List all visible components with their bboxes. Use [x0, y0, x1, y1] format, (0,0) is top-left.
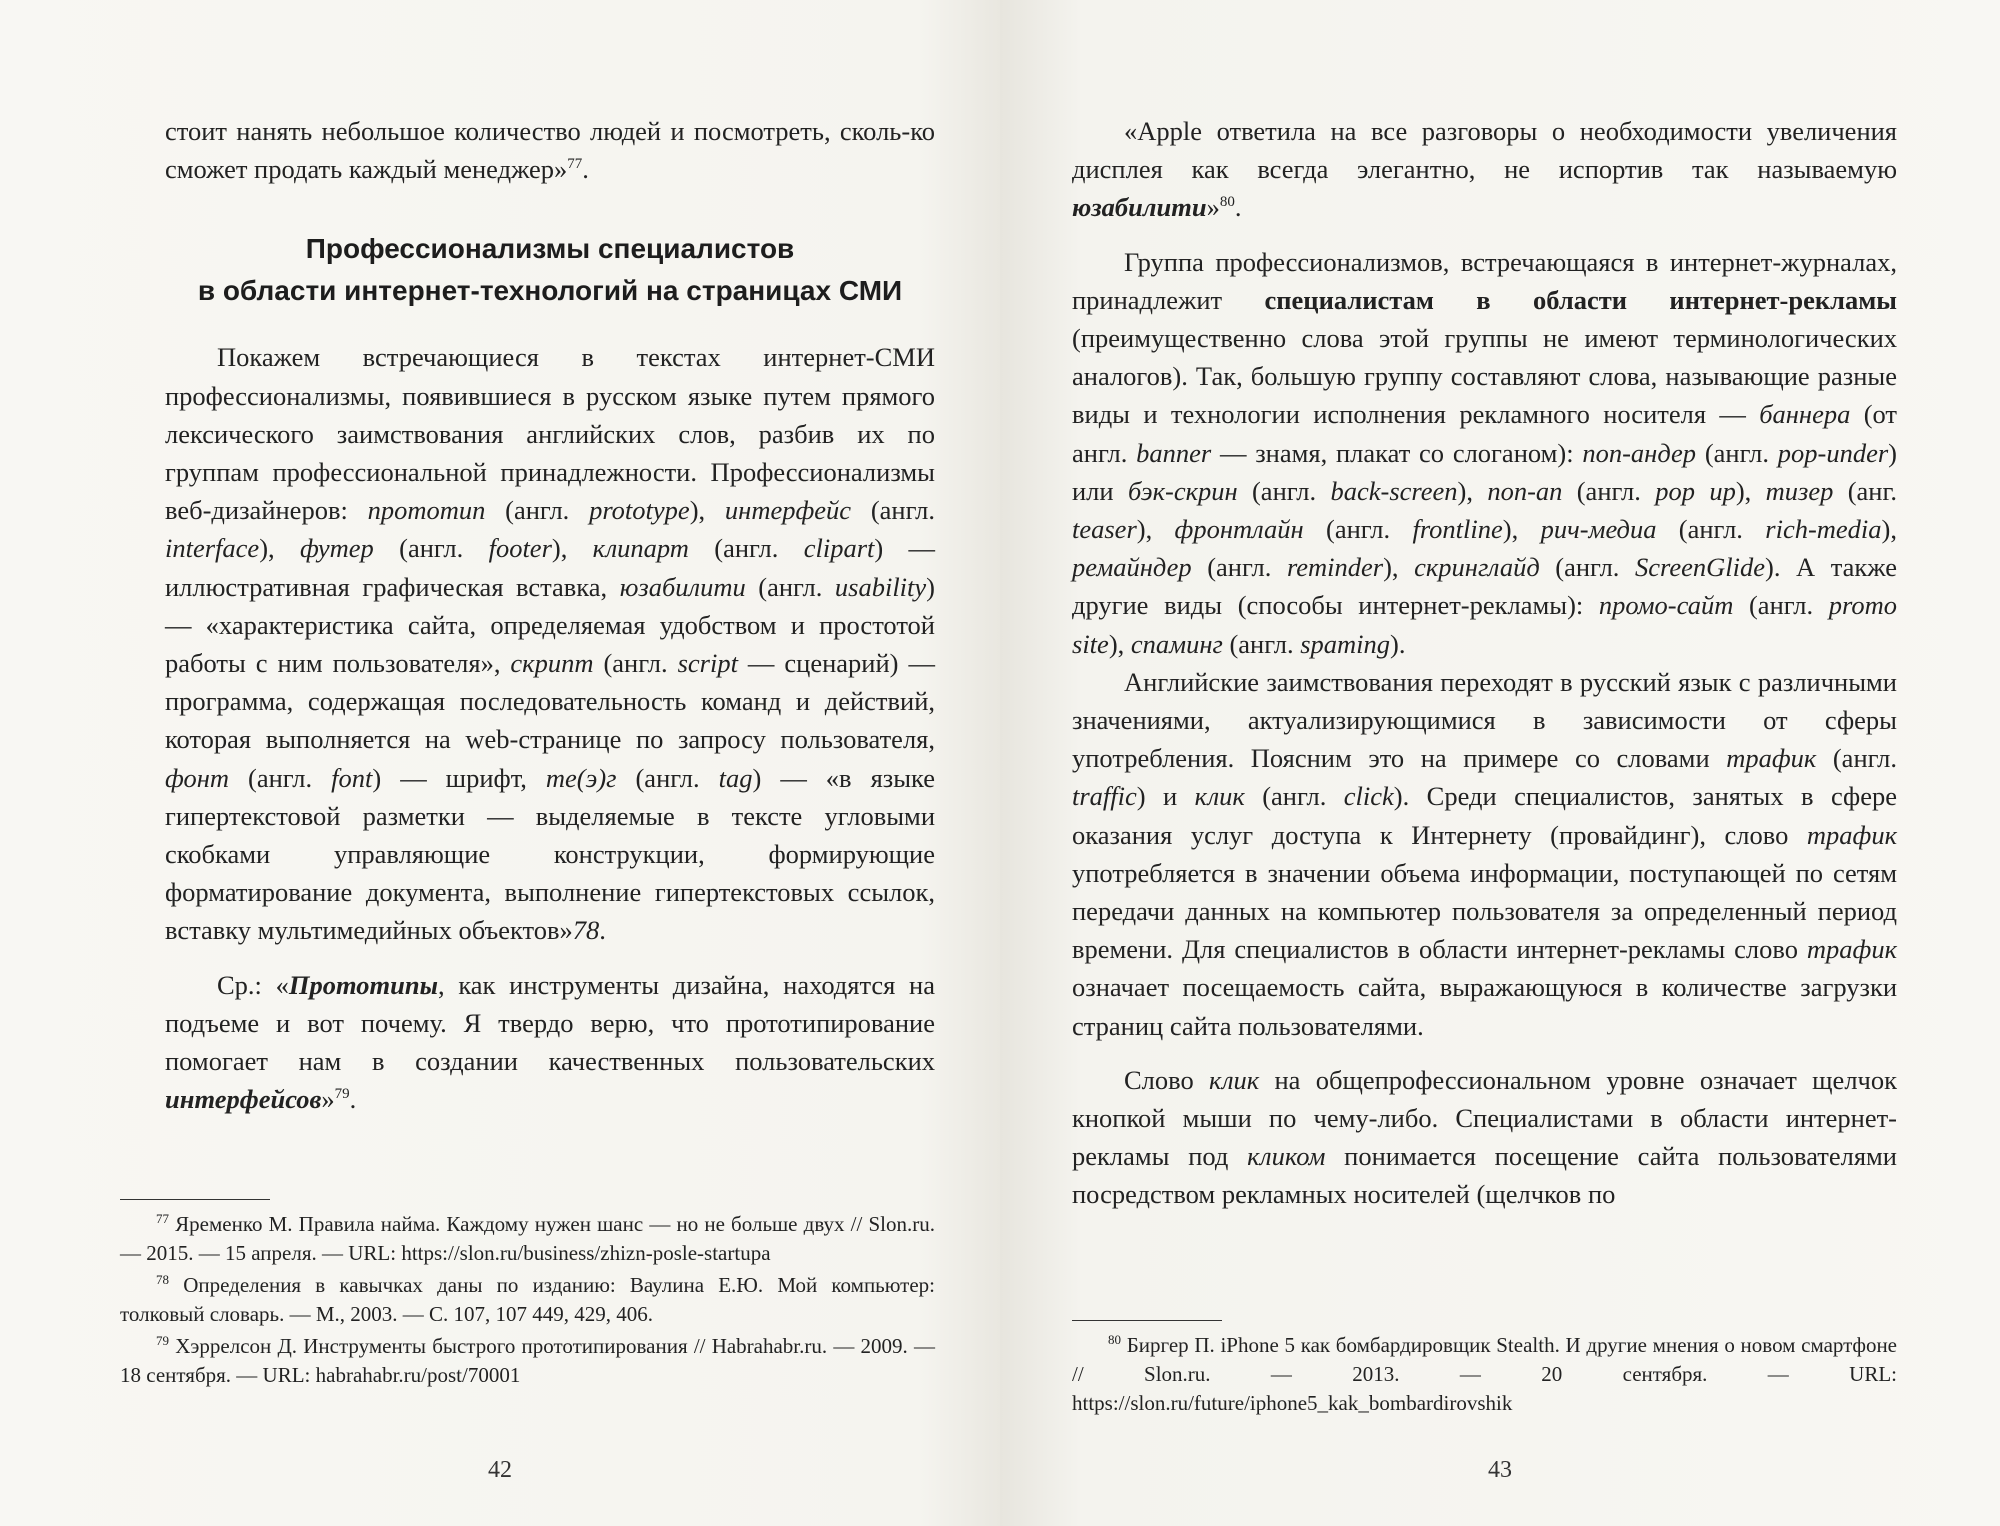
left-footnotes: [120, 1199, 935, 1393]
right-footnotes: [1072, 1320, 1897, 1421]
page-number-right: 43: [1488, 1457, 1512, 1483]
section-heading: Профессионализмы специалистов в области интернет-технологий на страницах СМИ: [197, 233, 903, 307]
left-paragraph-continued: стоит нанять небольшое количество людей и посмотреть, сколь-ко сможет продать каждый менеджер»$^{77}$.: [165, 116, 935, 185]
right-page: [1000, 0, 2000, 1526]
left-paragraph-quote: Ср.: «Прототипы, как инструменты дизайна, находятся на подъеме и вот почему. Я твердо верю, что прототипирование помогает нам в создании качественных пользовательских интерфейсов»$^{79}$.: [165, 969, 935, 1115]
footnote-78: $^{78}$ Определения в кавычках даны по изданию: Ваулина Е.Ю. Мой компьютер: толковый словарь. — М., 2003. — С. 107, 107 449, 429, 406.: [120, 1272, 935, 1326]
footnote-79: $^{79}$ Хэррелсон Д. Инструменты быстрого прототипирования // Habrahabr.ru. — 2009. — 18 сентября. — URL: habrahabr.ru/post/70001: [120, 1333, 936, 1387]
footnote-ref-77[interactable]: 77: [567, 156, 583, 173]
footnote-divider: [120, 1199, 270, 1200]
right-paragraph-click: Слово клик на общепрофессиональном уровне означает щелчок кнопкой мыши по чему-либо. Специалистами в области интернет-рекламы под кликом понимается посещение сайта пользователями посредством рекламных носителей (щелчков по: [1072, 1064, 1897, 1210]
footnote-ref-80[interactable]: 80: [1219, 194, 1235, 211]
left-paragraph-web-designers: Покажем встречающиеся в текстах интернет-СМИ профессионализмы, появившиеся в русском языке путем прямого лексического заимствования английских слов, разбив их по группам профессиональной принадлежности. Профессионализмы веб-дизайнеров: прототип (англ. prototype), интерфейс (англ. interface), футер (англ. footer), клипарт (англ. clipart) — иллюстративная графическая вставка, юзабилити (англ. usability) — «характеристика сайта, определяемая удобством и простотой работы с ним пользователя», скрипт (англ. script — сценарий) — программа, содержащая последовательность команд и действий, которая выполняется на web-странице по запросу пользователя, фонт (англ. font) — шрифт, те(э)г (англ. tag) — «в языке гипертекстовой разметки — выделяемые в тексте угловыми скобками управляющие конструкции, формирующие форматирование документа, выполнение гипертекстовых ссылок, вставку мультимедийных объектов»78.: [165, 342, 936, 946]
footnote-ref-79[interactable]: 79: [334, 1086, 350, 1103]
right-paragraph-borrowings: Английские заимствования переходят в русский язык с различными значениями, актуализирующимися в зависимости от сферы употребления. Поясним это на примере со словами трафик (англ. traffic) и клик (англ. click). Среди специалистов, занятых в сфере оказания услуг доступа к Интернету (провайдинг), слово трафик употребляется в значении объема информации, поступающей по сетям передачи данных на компьютер пользователя за определенный период времени. Для специалистов в области интернет-рекламы слово трафик означает посещаемость сайта, выражающуюся в количестве загрузки страниц сайта пользователями.: [1072, 666, 1897, 1041]
page-number-left: 42: [488, 1457, 512, 1483]
left-main-text: [165, 112, 935, 1118]
right-paragraph-apple-quote: «Apple ответила на все разговоры о необходимости увеличения дисплея как всегда элегантно, не испортив так называемую юзабилити»$^{80}$.: [1072, 116, 1897, 223]
right-paragraph-ad-specialists: Группа профессионализмов, встречающаяся в интернет-журналах, принадлежит специалистам в области интернет-рекламы (преимущественно слова этой группы не имеют терминологических аналогов). Так, большую группу составляют слова, называющие разные виды и технологии исполнения рекламного носителя — баннера (от англ. banner — знамя, плакат со слоганом): поп-андер (англ. pop-under) или бэк-скрин (англ. back-screen), поп-ап (англ. pop up), тизер (анг. teaser), фронтлайн (англ. frontline), рич-медиа (англ. rich-media), ремайндер (англ. reminder), скринглайд (англ. ScreenGlide). А также другие виды (способы интернет-рекламы): промо-сайт (англ. promo site), спаминг (англ. spaming).: [1072, 246, 1897, 659]
footnote-divider: [1072, 1320, 1222, 1321]
footnote-77: $^{77}$ Яременко М. Правила найма. Каждому нужен шанс — но не больше двух // Slon.ru. — 2015. — 15 апреля. — URL: https://slon.ru/business/zhizn-posle-startupa: [120, 1211, 936, 1265]
footnote-80: $^{80}$ Биргер П. iPhone 5 как бомбардировщик Stealth. И другие мнения о новом смартфоне // Slon.ru. — 2013. — 20 сентября. — URL: https://slon.ru/future/iphone5_kak_bombardirovshik: [1072, 1332, 1898, 1415]
right-main-text: [1072, 112, 1897, 1214]
